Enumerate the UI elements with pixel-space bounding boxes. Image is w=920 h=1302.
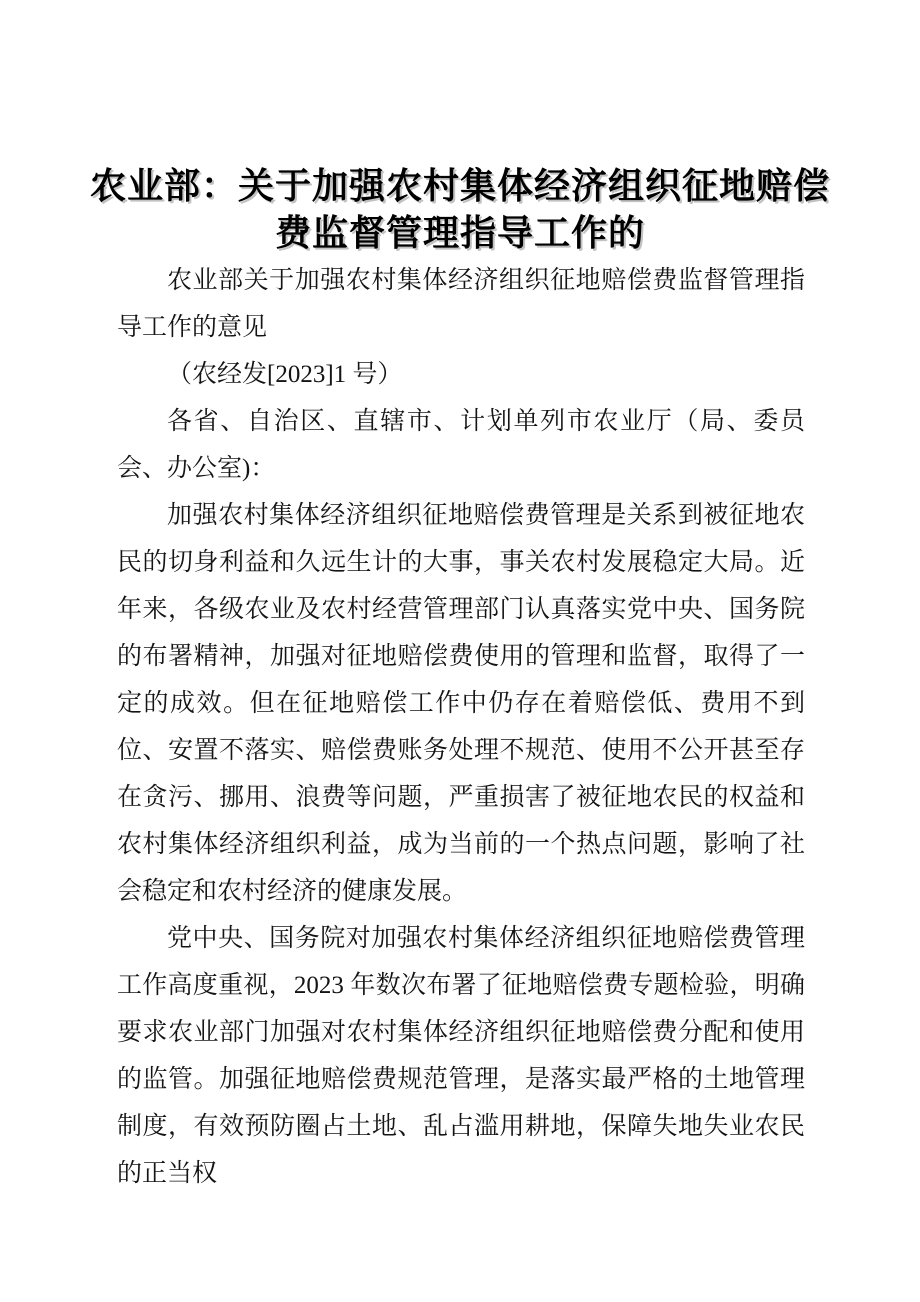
document-body: [117, 257, 805, 1197]
paragraph-body-2: 党中央、国务院对加强农村集体经济组织征地赔偿费管理工作高度重视，2023 年数次布署了征地赔偿费专题检验，明确要求农业部门加强对农村集体经济组织征地赔偿费分配和使用的监管。加强征地赔偿费规范管理，是落实最严格的土地管理制度，有效预防圈占土地、乱占滥用耕地，保障失地失业农民的正当权: [117, 925, 805, 1187]
paragraph-addressees: 各省、自治区、直辖市、计划单列市农业厅（局、委员会、办公室)：: [117, 408, 805, 482]
paragraph-document-number: （农经发[2023]1 号）: [167, 361, 403, 388]
document-title-line-2: 费监督管理指导工作的: [274, 213, 645, 253]
paragraph-subtitle: 农业部关于加强农村集体经济组织征地赔偿费监督管理指导工作的意见: [117, 267, 805, 341]
document-title-line-1: 农业部：关于加强农村集体经济组织征地赔偿: [89, 166, 830, 206]
document-title: [0, 163, 920, 257]
paragraph-body-1: 加强农村集体经济组织征地赔偿费管理是关系到被征地农民的切身利益和久远生计的大事，事关农村发展稳定大局。近年来，各级农业及农村经营管理部门认真落实党中央、国务院的布署精神，加强对征地赔偿费使用的管理和监督，取得了一定的成效。但在征地赔偿工作中仍存在着赔偿低、费用不到位、安置不落实、赔偿费账务处理不规范、使用不公开甚至存在贪污、挪用、浪费等问题，严重损害了被征地农民的权益和农村集体经济组织利益，成为当前的一个热点问题，影响了社会稳定和农村经济的健康发展。: [117, 502, 805, 905]
